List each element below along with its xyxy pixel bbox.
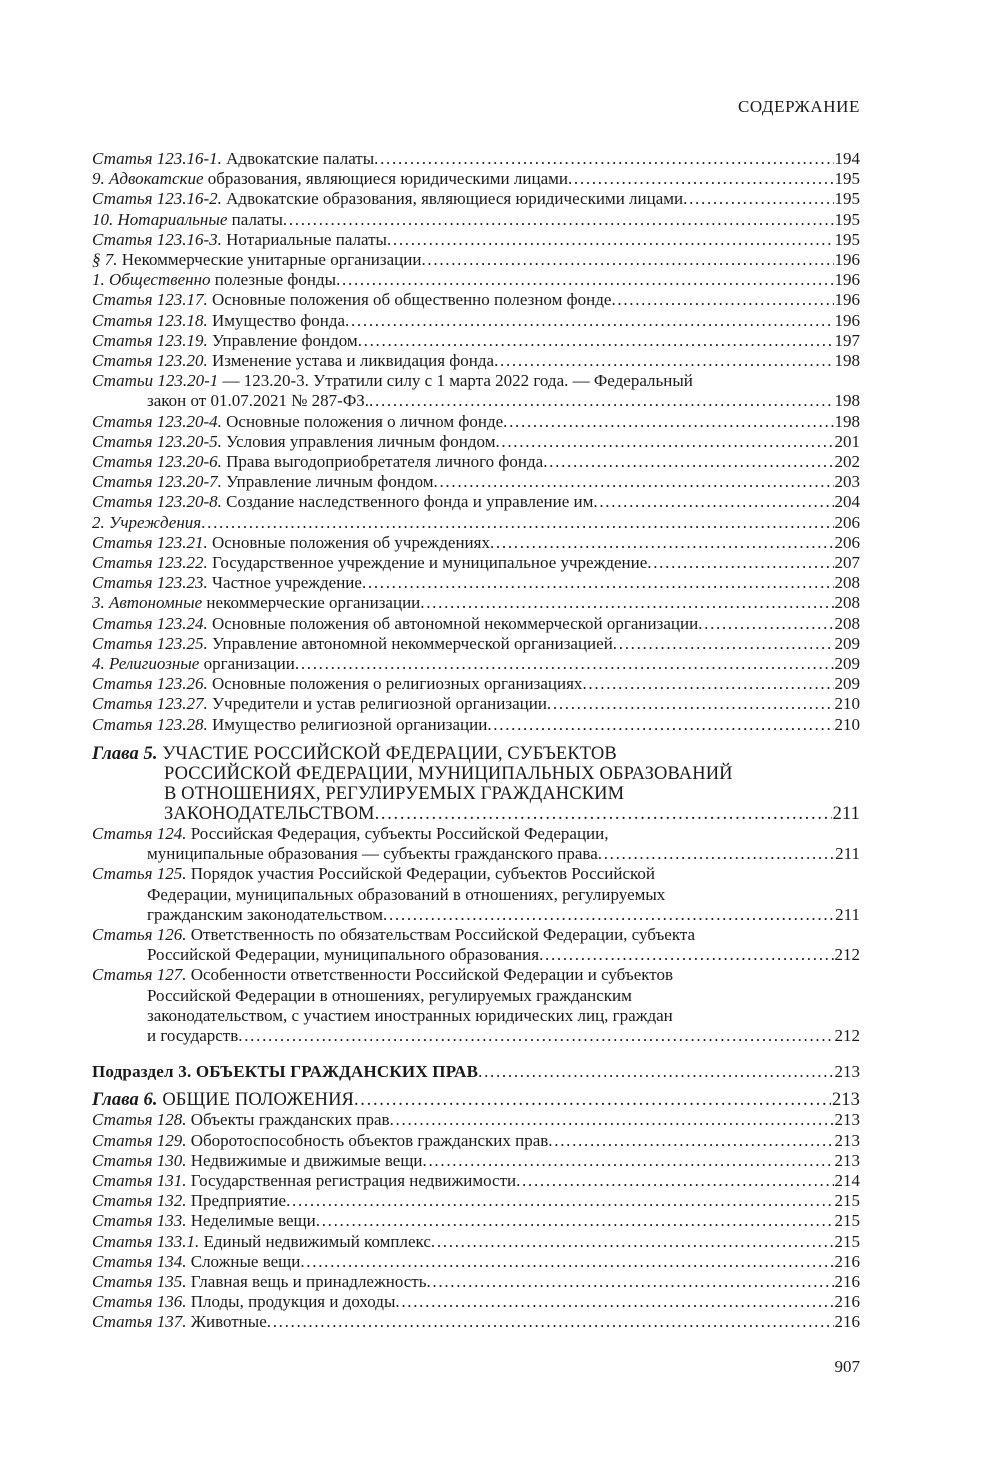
toc-page-number: 195 bbox=[834, 169, 860, 189]
toc-line bbox=[92, 634, 860, 654]
toc-entry bbox=[92, 149, 860, 169]
toc-entry-title: Адвокатские палаты bbox=[221, 149, 375, 168]
dot-leader bbox=[238, 1026, 833, 1046]
dot-leader bbox=[593, 492, 833, 512]
toc-page-number: 211 bbox=[835, 904, 860, 924]
dot-leader bbox=[503, 412, 833, 432]
toc-entry bbox=[92, 533, 860, 553]
toc-entry bbox=[92, 1312, 860, 1332]
dot-leader bbox=[316, 1211, 834, 1231]
toc-line bbox=[92, 593, 860, 613]
toc-entry bbox=[92, 1191, 860, 1211]
toc-line bbox=[92, 391, 860, 411]
toc-line bbox=[92, 764, 860, 784]
toc-line bbox=[92, 1191, 860, 1211]
dot-leader bbox=[582, 674, 833, 694]
dot-leader bbox=[358, 331, 834, 351]
toc-line bbox=[92, 1151, 860, 1171]
dot-leader bbox=[336, 270, 833, 290]
toc-entry-title: Сложные вещи bbox=[186, 1251, 301, 1271]
toc-entry-number: Статья 123.20. bbox=[92, 351, 208, 371]
toc-entry-number: 10. Нотариальные bbox=[92, 209, 228, 229]
toc-page-number: 209 bbox=[834, 633, 860, 653]
toc-line bbox=[92, 1252, 860, 1272]
toc-page-number: 213 bbox=[834, 1110, 860, 1130]
toc-line bbox=[92, 744, 860, 764]
toc-entry-number: Статья 123.21. bbox=[92, 532, 208, 552]
dot-leader bbox=[547, 694, 834, 714]
toc-entry-number: Статья 129. bbox=[92, 1130, 187, 1150]
dot-leader bbox=[543, 452, 833, 472]
toc-entry-number: Статья 133.1. bbox=[92, 1231, 200, 1251]
toc-entry bbox=[92, 1171, 860, 1191]
toc-entry-title: Оборотоспособность объектов гражданских прав bbox=[186, 1130, 549, 1150]
toc-page-number: 209 bbox=[834, 654, 860, 674]
toc-entry-number: Статья 123.19. bbox=[92, 330, 208, 350]
toc-line bbox=[92, 1131, 860, 1151]
dot-leader bbox=[362, 573, 834, 593]
toc-entry bbox=[92, 654, 860, 674]
toc-page-number: 213 bbox=[831, 1090, 860, 1111]
toc-entry-number: Статья 123.16-2. bbox=[92, 189, 222, 209]
toc-entry-title: Российской Федерации, муниципального образования bbox=[147, 945, 540, 965]
toc-line bbox=[92, 905, 860, 925]
toc-entry-title: В ОТНОШЕНИЯХ, РЕГУЛИРУЕМЫХ ГРАЖДАНСКИМ bbox=[164, 783, 625, 804]
toc-page-number: 202 bbox=[834, 452, 860, 472]
toc-line bbox=[92, 270, 860, 290]
toc-entry bbox=[92, 824, 860, 864]
toc-entry-number: Статья 123.24. bbox=[92, 613, 208, 633]
dot-leader bbox=[516, 1171, 833, 1191]
toc-page-number: 207 bbox=[834, 553, 860, 573]
dot-leader bbox=[647, 553, 833, 573]
toc-line bbox=[92, 169, 860, 189]
toc-entry bbox=[92, 371, 860, 411]
toc-entry-title: образования, являющиеся юридическими лицами bbox=[203, 169, 568, 189]
toc-entry-number: Статья 123.20-8. bbox=[92, 492, 222, 512]
toc-entry-number: Статья 123.20-4. bbox=[92, 411, 222, 431]
toc-entry-title: Неделимые вещи bbox=[186, 1211, 316, 1231]
dot-leader bbox=[375, 804, 832, 824]
toc-entry bbox=[92, 492, 860, 512]
toc-line bbox=[92, 189, 860, 209]
dot-leader bbox=[423, 1151, 834, 1171]
toc-line bbox=[92, 694, 860, 714]
toc-line bbox=[92, 844, 860, 864]
toc-page-number: 211 bbox=[832, 803, 860, 824]
toc-page-number: 216 bbox=[834, 1292, 860, 1312]
toc-entry-title: Нотариальные палаты bbox=[221, 229, 387, 249]
toc-entry-title: Государственное учреждение и муниципальное учреждение bbox=[207, 553, 648, 573]
dot-leader bbox=[387, 230, 834, 250]
toc-page-number: 215 bbox=[834, 1211, 860, 1231]
toc-line bbox=[92, 432, 860, 452]
toc-line bbox=[92, 331, 860, 351]
toc-entry-title: Основные положения о религиозных организациях bbox=[207, 674, 583, 694]
toc-entry bbox=[92, 472, 860, 492]
toc-line bbox=[92, 371, 860, 391]
toc-page-number: 215 bbox=[834, 1231, 860, 1251]
toc-entry-title: Подраздел 3. ОБЪЕКТЫ ГРАЖДАНСКИХ ПРАВ bbox=[92, 1062, 479, 1082]
toc-entry-number: 1. Общественно bbox=[92, 270, 211, 290]
toc-entry bbox=[92, 674, 860, 694]
toc-entry-number: 3. Автономные bbox=[92, 593, 203, 613]
toc-entry-title: Недвижимые и движимые вещи bbox=[186, 1150, 423, 1170]
toc-line bbox=[92, 513, 860, 533]
toc-line bbox=[92, 965, 860, 985]
toc-entry-number: Статьи 123.20-1 bbox=[92, 371, 219, 391]
toc-entry bbox=[92, 189, 860, 209]
toc-line bbox=[92, 784, 860, 804]
toc-entry-number: Глава 5. bbox=[92, 743, 158, 764]
toc-page-number: 213 bbox=[834, 1062, 860, 1082]
toc-line bbox=[92, 351, 860, 371]
toc-subsection bbox=[92, 1062, 860, 1082]
toc-entry bbox=[92, 1211, 860, 1231]
toc-entry-number: Статья 137. bbox=[92, 1312, 187, 1332]
toc-line bbox=[92, 654, 860, 674]
toc-line bbox=[92, 614, 860, 634]
toc-entry-number: Статья 132. bbox=[92, 1191, 187, 1211]
toc-entry-title: гражданским законодательством bbox=[147, 904, 384, 924]
toc-line bbox=[92, 533, 860, 553]
toc-entry-number: Статья 123.20-6. bbox=[92, 452, 222, 472]
toc-entry-title: РОССИЙСКОЙ ФЕДЕРАЦИИ, МУНИЦИПАЛЬНЫХ ОБРАЗОВАНИЙ bbox=[164, 763, 733, 784]
toc-entry-title: Плоды, продукция и доходы bbox=[186, 1292, 396, 1312]
toc-page-number: 194 bbox=[834, 149, 860, 168]
dot-leader bbox=[434, 472, 834, 492]
toc-line bbox=[92, 290, 860, 310]
toc-entry-number: Статья 123.17. bbox=[92, 290, 208, 310]
toc-entry-title: Основные положения об автономной некоммерческой организации bbox=[207, 613, 699, 633]
toc-entry bbox=[92, 634, 860, 654]
toc-page-number: 215 bbox=[834, 1191, 860, 1211]
toc-entry-number: Статья 126. bbox=[92, 924, 187, 944]
toc-page-number: 195 bbox=[834, 189, 860, 209]
dot-leader bbox=[390, 1110, 834, 1130]
toc-entry bbox=[92, 351, 860, 371]
toc-page-number: 212 bbox=[834, 945, 860, 965]
toc-entry-title: Управление автономной некоммерческой организацией bbox=[207, 633, 613, 653]
toc-page-number: 196 bbox=[834, 290, 860, 310]
toc-entry bbox=[92, 331, 860, 351]
toc-page-number: 198 bbox=[834, 411, 860, 431]
toc-page-number: 196 bbox=[834, 270, 860, 290]
toc-line bbox=[92, 1006, 860, 1026]
toc-entry-number: Статья 128. bbox=[92, 1110, 187, 1130]
toc-line bbox=[92, 1232, 860, 1252]
toc-entry-title: Имущество религиозной организации bbox=[207, 714, 488, 734]
dot-leader bbox=[431, 1232, 834, 1252]
toc-entry-title: Животные bbox=[186, 1312, 267, 1332]
toc-entry-number: Статья 131. bbox=[92, 1170, 187, 1190]
toc-entry bbox=[92, 412, 860, 432]
toc-line bbox=[92, 1110, 860, 1130]
toc-page-number: 203 bbox=[834, 472, 860, 492]
dot-leader bbox=[683, 189, 833, 209]
toc-entry-title: Единый недвижимый комплекс bbox=[199, 1231, 431, 1251]
toc-entry-title: организации bbox=[199, 654, 295, 674]
toc-entry-number: Статья 123.22. bbox=[92, 553, 208, 573]
toc-line bbox=[92, 1292, 860, 1312]
toc-line bbox=[92, 715, 860, 735]
toc-entry-title: Основные положения о личном фонде bbox=[221, 411, 504, 431]
toc-entry-title: палаты bbox=[227, 209, 283, 229]
dot-leader bbox=[539, 945, 833, 965]
dot-leader bbox=[548, 1131, 833, 1151]
dot-leader bbox=[383, 905, 834, 925]
dot-leader bbox=[420, 593, 833, 613]
toc-page-number: 216 bbox=[834, 1312, 860, 1332]
toc-entry-title: — 123.20-3. Утратили силу с 1 марта 2022 года. — Федеральный bbox=[218, 371, 693, 391]
toc-entry bbox=[92, 432, 860, 452]
toc-entry-title: Основные положения об учреждениях bbox=[207, 532, 490, 552]
toc-page-number: 216 bbox=[834, 1271, 860, 1291]
toc-page-number: 210 bbox=[834, 694, 860, 714]
toc-line bbox=[92, 472, 860, 492]
toc-page-number: 211 bbox=[835, 844, 860, 864]
toc-page-number: 195 bbox=[834, 209, 860, 229]
toc-entry-number: Статья 123.23. bbox=[92, 573, 208, 593]
toc-line bbox=[92, 1171, 860, 1191]
dot-leader bbox=[611, 290, 833, 310]
dot-leader bbox=[374, 149, 833, 169]
toc-line bbox=[92, 945, 860, 965]
dot-leader bbox=[369, 391, 833, 411]
toc-entry bbox=[92, 1292, 860, 1312]
dot-leader bbox=[478, 1062, 833, 1082]
dot-leader bbox=[354, 1090, 831, 1110]
toc-line bbox=[92, 1272, 860, 1292]
toc-entry-title: Объекты гражданских прав bbox=[186, 1110, 390, 1130]
toc-line bbox=[92, 986, 860, 1006]
toc-entry-number: 9. Адвокатские bbox=[92, 169, 204, 189]
toc-page-number: 196 bbox=[834, 250, 860, 270]
toc-line bbox=[92, 250, 860, 270]
toc-entry bbox=[92, 513, 860, 533]
toc-line bbox=[92, 230, 860, 250]
toc-entry-title: Российской Федерации в отношениях, регулируемых гражданским bbox=[147, 985, 632, 1005]
toc-page-number: 198 bbox=[834, 351, 860, 371]
toc-entry-number: Статья 123.25. bbox=[92, 633, 208, 653]
toc-line bbox=[92, 149, 860, 169]
dot-leader bbox=[295, 654, 834, 674]
toc-entry bbox=[92, 210, 860, 230]
dot-leader bbox=[613, 634, 834, 654]
toc-entry-number: Глава 6. bbox=[92, 1090, 158, 1111]
toc-entry-number: Статья 123.16-3. bbox=[92, 229, 222, 249]
toc-page-number: 206 bbox=[834, 512, 860, 532]
toc-entry-number: Статья 123.18. bbox=[92, 310, 208, 330]
toc-line bbox=[92, 885, 860, 905]
toc-entry-title: Адвокатские образования, являющиеся юридическими лицами bbox=[221, 189, 684, 209]
dot-leader bbox=[487, 715, 833, 735]
toc-entry bbox=[92, 593, 860, 613]
toc-line bbox=[92, 864, 860, 884]
toc-entry bbox=[92, 452, 860, 472]
toc-page-number: 198 bbox=[834, 391, 860, 411]
toc-entry bbox=[92, 925, 860, 965]
toc-entry-title: Условия управления личным фондом bbox=[221, 431, 496, 451]
toc-line bbox=[92, 925, 860, 945]
toc-entry-number: Статья 125. bbox=[92, 864, 187, 884]
toc-entry bbox=[92, 311, 860, 331]
toc-page-number: 209 bbox=[834, 674, 860, 694]
toc-line bbox=[92, 1026, 860, 1046]
toc-entry-number: Статья 123.27. bbox=[92, 694, 208, 714]
toc-entry-title: Порядок участия Российской Федерации, субъектов Российской bbox=[186, 864, 655, 884]
toc-entry-title: Особенности ответственности Российской Федерации и субъектов bbox=[186, 965, 674, 985]
page-number: 907 bbox=[834, 1357, 860, 1376]
toc-page-number: 216 bbox=[834, 1251, 860, 1271]
toc-entry bbox=[92, 1110, 860, 1130]
toc-entry bbox=[92, 694, 860, 714]
toc-entry bbox=[92, 1232, 860, 1252]
dot-leader bbox=[490, 533, 834, 553]
toc-page-number: 197 bbox=[834, 330, 860, 350]
toc-entry bbox=[92, 864, 860, 925]
toc-entry-title: Государственная регистрация недвижимости bbox=[186, 1170, 517, 1190]
toc-page-number: 195 bbox=[834, 229, 860, 249]
toc-entry bbox=[92, 1131, 860, 1151]
toc-line bbox=[92, 674, 860, 694]
toc-entry bbox=[92, 1272, 860, 1292]
dot-leader bbox=[286, 1191, 833, 1211]
toc-entry-number: Статья 123.20-5. bbox=[92, 431, 222, 451]
toc-entry-number: Статья 123.20-7. bbox=[92, 472, 222, 492]
dot-leader bbox=[598, 844, 834, 864]
toc-page-number: 213 bbox=[834, 1150, 860, 1170]
toc-page-number: 204 bbox=[834, 492, 860, 512]
toc-entry bbox=[92, 290, 860, 310]
dot-leader bbox=[698, 614, 833, 634]
toc-entry-number: Статья 124. bbox=[92, 823, 187, 843]
toc-entry-title: Ответственность по обязательствам Российской Федерации, субъекта bbox=[186, 924, 696, 944]
toc-entry-title: Предприятие bbox=[186, 1191, 287, 1211]
toc-entry-title: некоммерческие организации bbox=[202, 593, 421, 613]
dot-leader bbox=[395, 1292, 833, 1312]
dot-leader bbox=[201, 513, 833, 533]
toc-entry-title: Изменение устава и ликвидация фонда bbox=[207, 351, 495, 371]
dot-leader bbox=[426, 1272, 833, 1292]
toc-line bbox=[92, 412, 860, 432]
toc-entry bbox=[92, 614, 860, 634]
toc-entry-title: ЗАКОНОДАТЕЛЬСТВОМ bbox=[164, 803, 375, 824]
toc-page-number: 206 bbox=[834, 532, 860, 552]
toc-page-number: 210 bbox=[834, 714, 860, 734]
toc-entry-title: Управление личным фондом bbox=[221, 472, 434, 492]
dot-leader bbox=[494, 351, 833, 371]
toc-line bbox=[92, 311, 860, 331]
toc-page-number: 214 bbox=[834, 1170, 860, 1190]
toc-page-number: 208 bbox=[834, 593, 860, 613]
toc-entry-number: Статья 127. bbox=[92, 965, 187, 985]
toc-entry-title: ОБЩИЕ ПОЛОЖЕНИЯ bbox=[157, 1090, 354, 1111]
dot-leader bbox=[300, 1252, 833, 1272]
toc-entry-number: 4. Религиозные bbox=[92, 654, 200, 674]
toc-entry bbox=[92, 553, 860, 573]
toc-entry-title: Создание наследственного фонда и управление им bbox=[221, 492, 594, 512]
toc-entry-title: Учредители и устав религиозной организации bbox=[207, 694, 547, 714]
toc-entry-title: законодательством, с участием иностранных юридических лиц, граждан bbox=[147, 1005, 673, 1025]
toc-line bbox=[92, 1090, 860, 1110]
running-header: СОДЕРЖАНИЕ bbox=[737, 97, 860, 116]
toc-entry-number: Статья 135. bbox=[92, 1271, 187, 1291]
toc-entry-title: полезные фонды bbox=[210, 270, 337, 290]
toc-line bbox=[92, 1312, 860, 1332]
toc-entry-title: Частное учреждение bbox=[207, 573, 362, 593]
toc-line bbox=[92, 824, 860, 844]
toc-line bbox=[92, 210, 860, 230]
dot-leader bbox=[283, 210, 834, 230]
toc-entry-number: Статья 136. bbox=[92, 1292, 187, 1312]
toc-entry bbox=[92, 230, 860, 250]
dot-leader bbox=[345, 311, 833, 331]
toc-entry bbox=[92, 715, 860, 735]
toc-page-number: 208 bbox=[834, 613, 860, 633]
toc-entry-title: Основные положения об общественно полезном фонде bbox=[207, 290, 612, 310]
toc-entry bbox=[92, 1151, 860, 1171]
toc-entry-title: Права выгодоприобретателя личного фонда bbox=[221, 452, 544, 472]
toc-entry-number: Статья 123.16-1. bbox=[92, 149, 222, 168]
toc-entry bbox=[92, 169, 860, 189]
toc-line bbox=[92, 492, 860, 512]
dot-leader bbox=[267, 1312, 834, 1332]
toc-line bbox=[92, 452, 860, 472]
toc-line bbox=[92, 553, 860, 573]
toc-entry bbox=[92, 965, 860, 1046]
toc-entry-title: муниципальные образования — субъекты гражданского права bbox=[147, 844, 598, 864]
dot-leader bbox=[568, 169, 834, 189]
toc-entry-title: Имущество фонда bbox=[207, 310, 346, 330]
toc-entry bbox=[92, 1252, 860, 1272]
toc-chapter bbox=[92, 1090, 860, 1110]
toc-page-number: 212 bbox=[834, 1025, 860, 1045]
toc-entry-number: § 7. bbox=[92, 250, 118, 270]
toc-entry-title: Управление фондом bbox=[207, 330, 358, 350]
toc-entry bbox=[92, 250, 860, 270]
dot-leader bbox=[495, 432, 833, 452]
toc-entry-title: Российская Федерация, субъекты Российской Федерации, bbox=[186, 823, 609, 843]
toc-entry-title: Главная вещь и принадлежность bbox=[186, 1271, 427, 1291]
toc-entry-number: Статья 123.26. bbox=[92, 674, 208, 694]
dot-leader bbox=[421, 250, 833, 270]
toc-line bbox=[92, 1211, 860, 1231]
toc-page-number: 208 bbox=[834, 573, 860, 593]
toc-line bbox=[92, 804, 860, 824]
toc-entry-title: и государств bbox=[147, 1025, 239, 1045]
toc-entry-number: Статья 130. bbox=[92, 1150, 187, 1170]
toc-entry-title: Федерации, муниципальных образований в отношениях, регулируемых bbox=[147, 884, 666, 904]
toc-entry-number: Статья 134. bbox=[92, 1251, 187, 1271]
toc-page-number: 201 bbox=[834, 431, 860, 451]
toc-chapter bbox=[92, 744, 860, 824]
toc-entry bbox=[92, 573, 860, 593]
toc-entry-title: УЧАСТИЕ РОССИЙСКОЙ ФЕДЕРАЦИИ, СУБЪЕКТОВ bbox=[157, 743, 617, 764]
toc-entry-number: Статья 123.28. bbox=[92, 714, 208, 734]
toc-entry-title: Некоммерческие унитарные организации bbox=[117, 250, 422, 270]
toc-entry-title: закон от 01.07.2021 № 287-ФЗ. bbox=[147, 391, 370, 411]
toc-line bbox=[92, 573, 860, 593]
toc-page-number: 196 bbox=[834, 310, 860, 330]
toc-page-number: 213 bbox=[834, 1130, 860, 1150]
toc-entry-number: Статья 133. bbox=[92, 1211, 187, 1231]
toc-entry-number: 2. Учреждения bbox=[92, 512, 202, 532]
table-of-contents bbox=[92, 149, 860, 1333]
toc-entry bbox=[92, 270, 860, 290]
toc-line bbox=[92, 1062, 860, 1082]
